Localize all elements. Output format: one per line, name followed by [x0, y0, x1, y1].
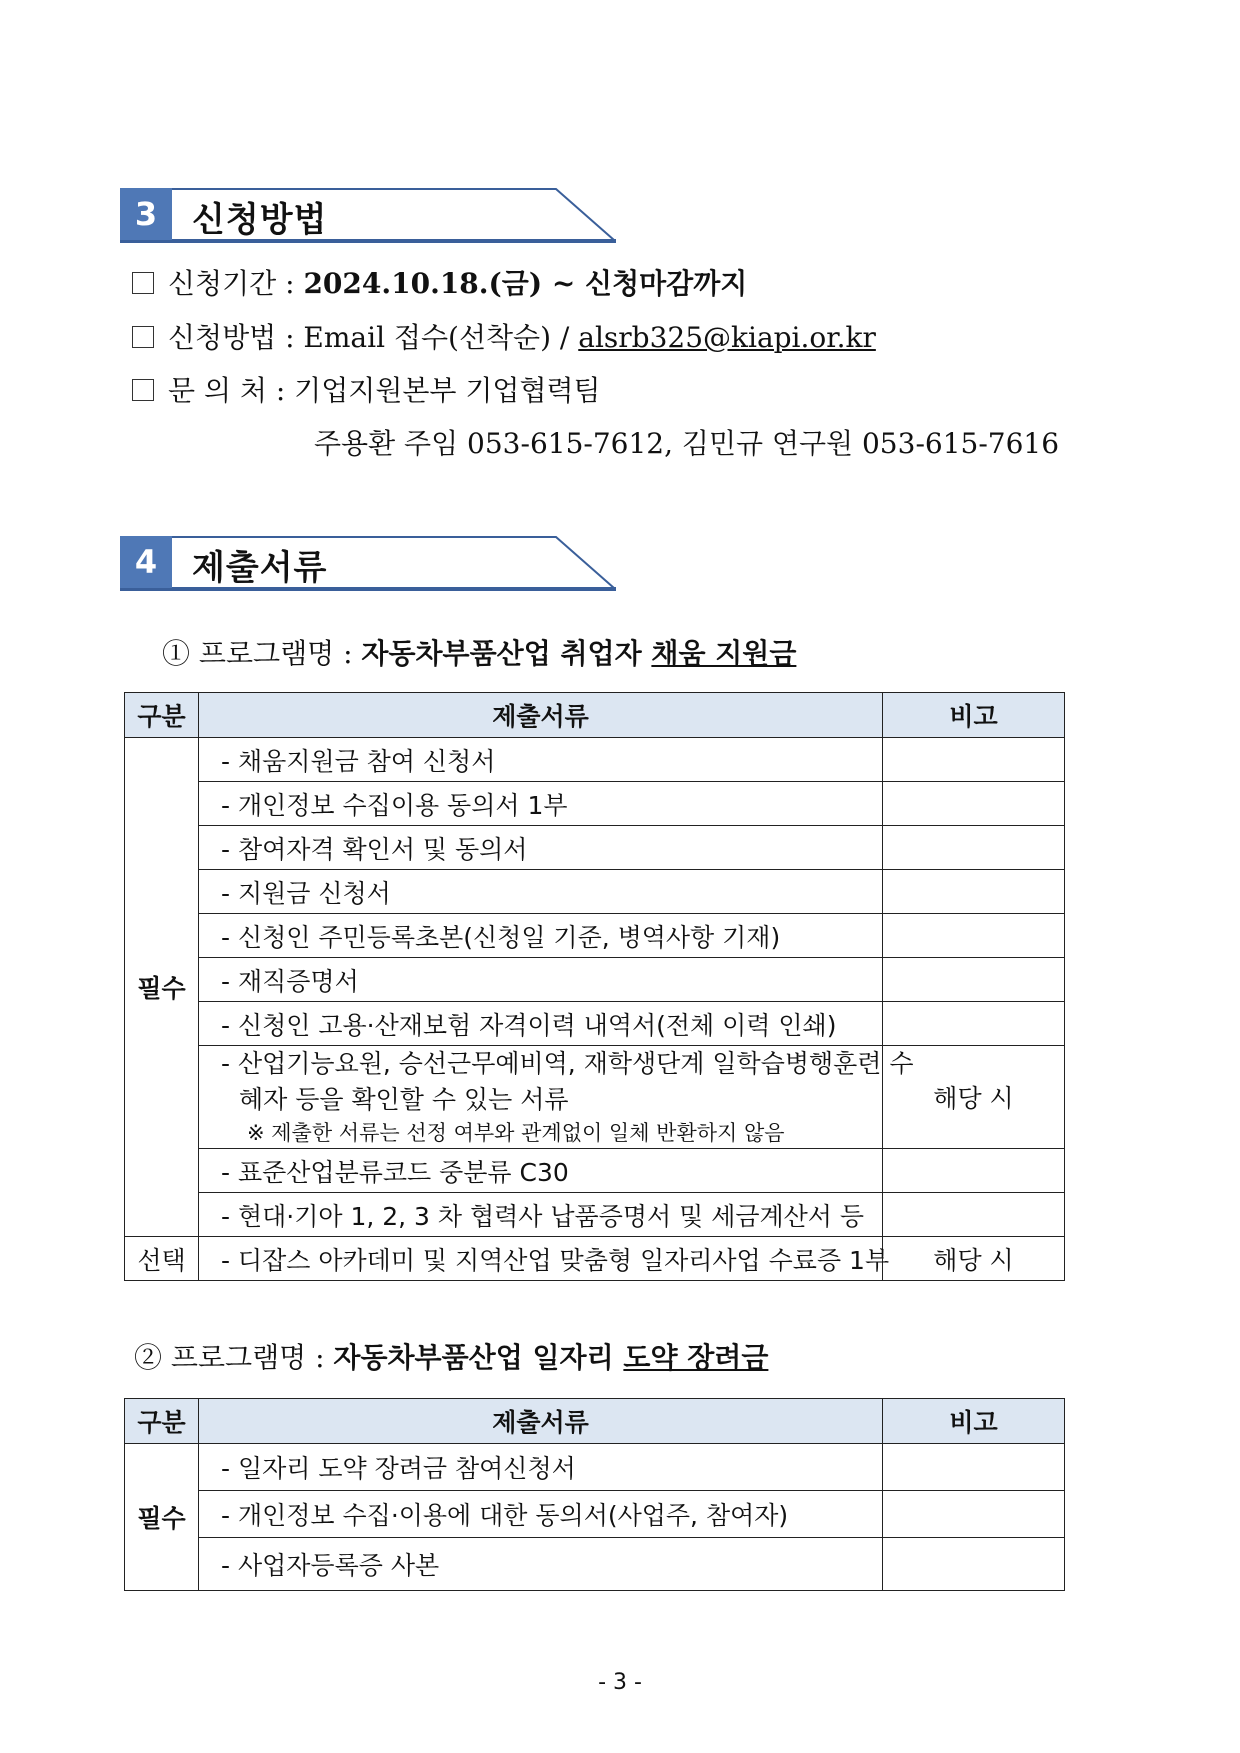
checkbox-icon [132, 379, 154, 401]
section-number: 4 [120, 536, 172, 588]
table-row: - 신청인 주민등록초본(신청일 기준, 병역사항 기재) [199, 914, 883, 958]
contact-people: 주용환 주임 053-615-7612, 김민규 연구원 053-615-7616 [314, 427, 1060, 460]
page-number: - 3 - [598, 1670, 642, 1695]
documents-table-1 [124, 692, 1065, 1281]
table-row: - 재직증명서 [199, 958, 883, 1002]
email-link[interactable]: alsrb325@kiapi.or.kr [578, 321, 876, 354]
documents-table-2 [124, 1398, 1065, 1591]
header-note: 비고 [883, 693, 1065, 738]
table-row: - 표준산업분류코드 중분류 C30 [199, 1149, 883, 1193]
section-title: 신청방법 [192, 200, 328, 240]
table-row: - 개인정보 수집·이용에 대한 동의서(사업주, 참여자) [199, 1491, 883, 1538]
header-category: 구분 [125, 1399, 199, 1444]
remark-cell: 해당 시 [883, 1046, 1065, 1149]
contact-info: 문 의 처 : 기업지원본부 기업협력팀 [132, 369, 601, 409]
category-required: 필수 [125, 738, 199, 1237]
table-row: - 개인정보 수집이용 동의서 1부 [199, 782, 883, 826]
category-optional: 선택 [125, 1237, 199, 1281]
checkbox-icon [132, 272, 154, 294]
application-method: 신청방법 : Email 접수(선착순) / alsrb325@kiapi.or.kr [132, 316, 876, 356]
section-title: 제출서류 [192, 548, 328, 588]
table-row: - 디잡스 아카데미 및 지역산업 맞춤형 일자리사업 수료증 1부 [199, 1237, 883, 1281]
application-period: 신청기간 : 2024.10.18.(금) ~ 신청마감까지 [132, 262, 747, 302]
table-row: - 일자리 도약 장려금 참여신청서 [199, 1444, 883, 1491]
program-2-title: ② 프로그램명 : 자동차부품산업 일자리 도약 장려금 [134, 1341, 769, 1374]
header-category: 구분 [125, 693, 199, 738]
table-row: - 채움지원금 참여 신청서 [199, 738, 883, 782]
section-3-header [120, 188, 620, 244]
checkbox-icon [132, 326, 154, 348]
remark-cell: 해당 시 [883, 1237, 1065, 1281]
header-documents: 제출서류 [199, 1399, 883, 1444]
table-row: - 참여자격 확인서 및 동의서 [199, 826, 883, 870]
table-row: - 현대·기아 1, 2, 3 차 협력사 납품증명서 및 세금계산서 등 [199, 1193, 883, 1237]
program-1-title: ① 프로그램명 : 자동차부품산업 취업자 채움 지원금 [162, 637, 797, 670]
header-note: 비고 [883, 1399, 1065, 1444]
category-required: 필수 [125, 1444, 199, 1591]
section-4-header [120, 536, 620, 592]
period-value: 2024.10.18.(금) ~ 신청마감까지 [303, 267, 748, 300]
table-row: - 사업자등록증 사본 [199, 1538, 883, 1591]
return-notice: ※ 제출한 서류는 선정 여부와 관계없이 일체 반환하지 않음 [247, 1121, 785, 1145]
table-row-multiline: - 산업기능요원, 승선근무예비역, 재학생단계 일학습병행훈련 수 혜자 등을 확인할 수 있는 서류 ※ 제출한 서류는 선정 여부와 관계없이 일체 반환하지 않음 [199, 1046, 883, 1149]
table-row: - 신청인 고용·산재보험 자격이력 내역서(전체 이력 인쇄) [199, 1002, 883, 1046]
section-number: 3 [120, 188, 172, 240]
header-documents: 제출서류 [199, 693, 883, 738]
table-row: - 지원금 신청서 [199, 870, 883, 914]
